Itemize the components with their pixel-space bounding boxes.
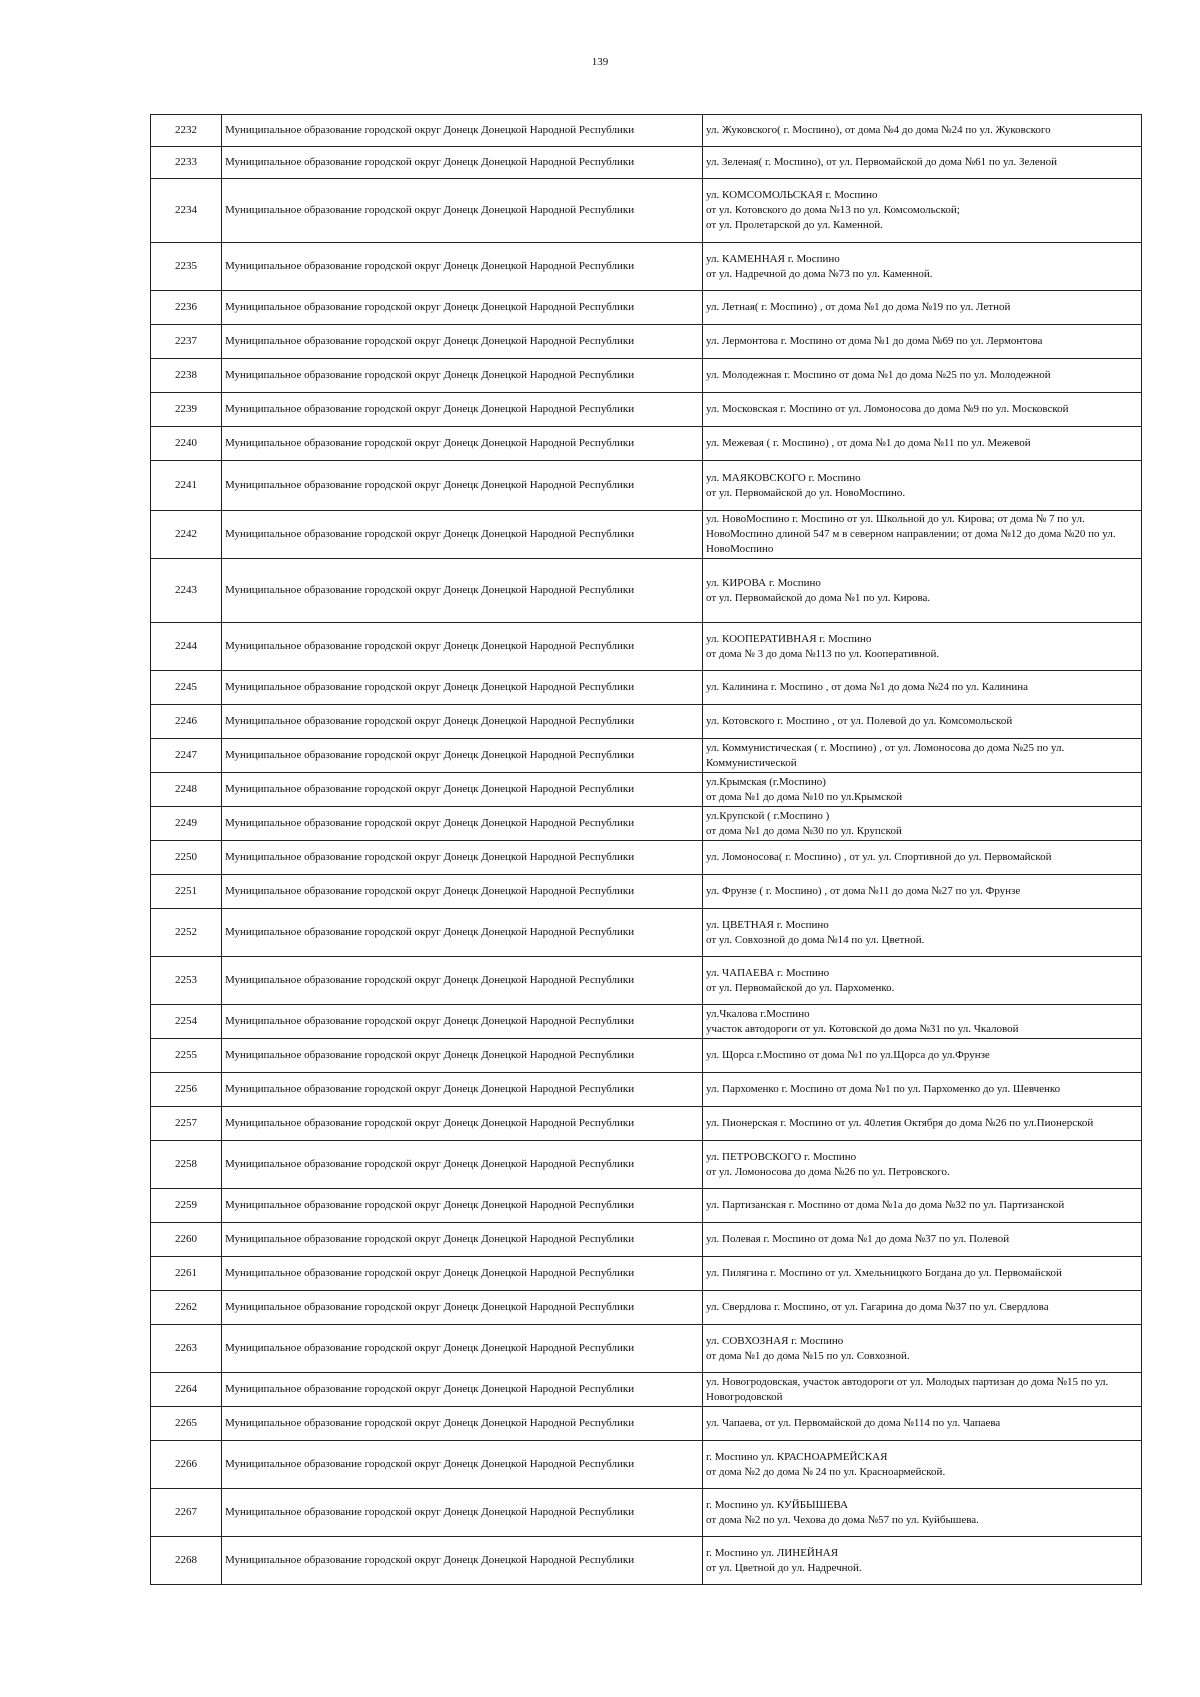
table-row (151, 841, 1142, 875)
row-number: 2261 (151, 1257, 222, 1291)
address-cell: г. Моспино ул. ЛИНЕЙНАЯ от ул. Цветной до ул. Надречной. (703, 1537, 1142, 1585)
address-cell: ул. Лермонтова г. Моспино от дома №1 до дома №69 по ул. Лермонтова (703, 325, 1142, 359)
address-cell: ул. Котовского г. Моспино , от ул. Полевой до ул. Комсомольской (703, 705, 1142, 739)
row-number: 2248 (151, 773, 222, 807)
address-cell: ул. Пилягина г. Моспино от ул. Хмельницкого Богдана до ул. Первомайской (703, 1257, 1142, 1291)
municipality-cell: Муниципальное образование городской округ Донецк Донецкой Народной Республики (222, 1189, 703, 1223)
address-cell: ул. КАМЕННАЯ г. Моспино от ул. Надречной до дома №73 по ул. Каменной. (703, 243, 1142, 291)
municipality-cell: Муниципальное образование городской округ Донецк Донецкой Народной Республики (222, 1325, 703, 1373)
table-row (151, 807, 1142, 841)
municipality-cell: Муниципальное образование городской округ Донецк Донецкой Народной Республики (222, 841, 703, 875)
municipality-cell: Муниципальное образование городской округ Донецк Донецкой Народной Республики (222, 773, 703, 807)
row-number: 2246 (151, 705, 222, 739)
row-number: 2249 (151, 807, 222, 841)
address-cell: ул. ПЕТРОВСКОГО г. Моспино от ул. Ломоносова до дома №26 по ул. Петровского. (703, 1141, 1142, 1189)
address-cell: ул. ЦВЕТНАЯ г. Моспино от ул. Совхозной до дома №14 по ул. Цветной. (703, 909, 1142, 957)
table-row (151, 875, 1142, 909)
address-cell: ул. Межевая ( г. Моспино) , от дома №1 до дома №11 по ул. Межевой (703, 427, 1142, 461)
table-row (151, 393, 1142, 427)
table-row (151, 1223, 1142, 1257)
row-number: 2238 (151, 359, 222, 393)
row-number: 2258 (151, 1141, 222, 1189)
table-row (151, 1005, 1142, 1039)
table-row (151, 427, 1142, 461)
row-number: 2247 (151, 739, 222, 773)
row-number: 2235 (151, 243, 222, 291)
row-number: 2260 (151, 1223, 222, 1257)
address-cell: ул. Щорса г.Моспино от дома №1 по ул.Щорса до ул.Фрунзе (703, 1039, 1142, 1073)
table-row (151, 325, 1142, 359)
municipality-cell: Муниципальное образование городской округ Донецк Донецкой Народной Республики (222, 559, 703, 623)
address-cell: ул. СОВХОЗНАЯ г. Моспино от дома №1 до дома №15 по ул. Совхозной. (703, 1325, 1142, 1373)
row-number: 2250 (151, 841, 222, 875)
page-number: 139 (591, 56, 609, 68)
table-row (151, 115, 1142, 147)
municipality-cell: Муниципальное образование городской округ Донецк Донецкой Народной Республики (222, 1489, 703, 1537)
municipality-cell: Муниципальное образование городской округ Донецк Донецкой Народной Республики (222, 1441, 703, 1489)
table-row (151, 739, 1142, 773)
row-number: 2267 (151, 1489, 222, 1537)
table-row (151, 671, 1142, 705)
address-cell: ул. Ломоносова( г. Моспино) , от ул. ул. Спортивной до ул. Первомайской (703, 841, 1142, 875)
row-number: 2242 (151, 511, 222, 559)
address-cell: ул. КИРОВА г. Моспино от ул. Первомайской до дома №1 по ул. Кирова. (703, 559, 1142, 623)
municipality-cell: Муниципальное образование городской округ Донецк Донецкой Народной Республики (222, 325, 703, 359)
table-row (151, 511, 1142, 559)
municipality-cell: Муниципальное образование городской округ Донецк Донецкой Народной Республики (222, 909, 703, 957)
table-row (151, 957, 1142, 1005)
row-number: 2233 (151, 147, 222, 179)
address-cell: ул. Новогродовская, участок автодороги от ул. Молодых партизан до дома №15 по ул. Новогродовской (703, 1373, 1142, 1407)
row-number: 2255 (151, 1039, 222, 1073)
municipality-cell: Муниципальное образование городской округ Донецк Донецкой Народной Республики (222, 1537, 703, 1585)
address-cell: ул. Фрунзе ( г. Моспино) , от дома №11 до дома №27 по ул. Фрунзе (703, 875, 1142, 909)
table-row (151, 705, 1142, 739)
municipality-cell: Муниципальное образование городской округ Донецк Донецкой Народной Республики (222, 179, 703, 243)
row-number: 2254 (151, 1005, 222, 1039)
address-cell: ул.Чкалова г.Моспино участок автодороги от ул. Котовской до дома №31 по ул. Чкаловой (703, 1005, 1142, 1039)
row-number: 2251 (151, 875, 222, 909)
address-cell: ул. Чапаева, от ул. Первомайской до дома №114 по ул. Чапаева (703, 1407, 1142, 1441)
municipality-cell: Муниципальное образование городской округ Донецк Донецкой Народной Республики (222, 1141, 703, 1189)
address-cell: ул. НовоМоспино г. Моспино от ул. Школьной до ул. Кирова; от дома № 7 по ул. НовоМоспино длиной 547 м в северном направлении; от дома №12 до дома №20 по ул. НовоМоспино (703, 511, 1142, 559)
table-row (151, 1039, 1142, 1073)
table-row (151, 1373, 1142, 1407)
address-cell: ул. ЧАПАЕВА г. Моспино от ул. Первомайской до ул. Пархоменко. (703, 957, 1142, 1005)
table-row (151, 179, 1142, 243)
address-cell: г. Моспино ул. КРАСНОАРМЕЙСКАЯ от дома №2 до дома № 24 по ул. Красноармейской. (703, 1441, 1142, 1489)
address-cell: ул. Калинина г. Моспино , от дома №1 до дома №24 по ул. Калинина (703, 671, 1142, 705)
row-number: 2266 (151, 1441, 222, 1489)
municipality-cell: Муниципальное образование городской округ Донецк Донецкой Народной Республики (222, 115, 703, 147)
address-cell: ул. Пионерская г. Моспино от ул. 40летия Октября до дома №26 по ул.Пионерской (703, 1107, 1142, 1141)
table-row (151, 1141, 1142, 1189)
table-row (151, 1325, 1142, 1373)
address-cell: ул. КООПЕРАТИВНАЯ г. Моспино от дома № 3 до дома №113 по ул. Кооперативной. (703, 623, 1142, 671)
municipality-cell: Муниципальное образование городской округ Донецк Донецкой Народной Республики (222, 427, 703, 461)
table-row (151, 909, 1142, 957)
table-row (151, 623, 1142, 671)
municipality-cell: Муниципальное образование городской округ Донецк Донецкой Народной Республики (222, 1039, 703, 1073)
row-number: 2259 (151, 1189, 222, 1223)
row-number: 2256 (151, 1073, 222, 1107)
address-cell: ул. Зеленая( г. Моспино), от ул. Первомайской до дома №61 по ул. Зеленой (703, 147, 1142, 179)
municipality-cell: Муниципальное образование городской округ Донецк Донецкой Народной Республики (222, 739, 703, 773)
table-row (151, 1537, 1142, 1585)
table-row (151, 1489, 1142, 1537)
row-number: 2244 (151, 623, 222, 671)
municipality-cell: Муниципальное образование городской округ Донецк Донецкой Народной Республики (222, 1107, 703, 1141)
address-cell: ул. Молодежная г. Моспино от дома №1 до дома №25 по ул. Молодежной (703, 359, 1142, 393)
municipality-cell: Муниципальное образование городской округ Донецк Донецкой Народной Республики (222, 1005, 703, 1039)
table-row (151, 359, 1142, 393)
municipality-cell: Муниципальное образование городской округ Донецк Донецкой Народной Республики (222, 291, 703, 325)
table-row (151, 1107, 1142, 1141)
row-number: 2252 (151, 909, 222, 957)
address-cell: ул. Коммунистическая ( г. Моспино) , от ул. Ломоносова до дома №25 по ул. Коммунистической (703, 739, 1142, 773)
table-row (151, 1407, 1142, 1441)
address-cell: ул. Жуковского( г. Моспино), от дома №4 до дома №24 по ул. Жуковского (703, 115, 1142, 147)
municipality-cell: Муниципальное образование городской округ Донецк Донецкой Народной Республики (222, 671, 703, 705)
municipality-cell: Муниципальное образование городской округ Донецк Донецкой Народной Республики (222, 1223, 703, 1257)
row-number: 2268 (151, 1537, 222, 1585)
row-number: 2265 (151, 1407, 222, 1441)
table-row (151, 461, 1142, 511)
table-row (151, 243, 1142, 291)
municipality-cell: Муниципальное образование городской округ Донецк Донецкой Народной Республики (222, 393, 703, 427)
municipality-cell: Муниципальное образование городской округ Донецк Донецкой Народной Республики (222, 957, 703, 1005)
table-row (151, 1257, 1142, 1291)
municipality-cell: Муниципальное образование городской округ Донецк Донецкой Народной Республики (222, 461, 703, 511)
address-cell: ул. Свердлова г. Моспино, от ул. Гагарина до дома №37 по ул. Свердлова (703, 1291, 1142, 1325)
row-number: 2232 (151, 115, 222, 147)
table-row (151, 1441, 1142, 1489)
municipality-cell: Муниципальное образование городской округ Донецк Донецкой Народной Республики (222, 1407, 703, 1441)
address-cell: ул.Крупской ( г.Моспино ) от дома №1 до дома №30 по ул. Крупской (703, 807, 1142, 841)
table-row (151, 773, 1142, 807)
row-number: 2241 (151, 461, 222, 511)
municipality-cell: Муниципальное образование городской округ Донецк Донецкой Народной Республики (222, 705, 703, 739)
municipality-cell: Муниципальное образование городской округ Донецк Донецкой Народной Республики (222, 243, 703, 291)
table-row (151, 147, 1142, 179)
row-number: 2262 (151, 1291, 222, 1325)
municipality-cell: Муниципальное образование городской округ Донецк Донецкой Народной Республики (222, 359, 703, 393)
row-number: 2243 (151, 559, 222, 623)
row-number: 2264 (151, 1373, 222, 1407)
row-number: 2240 (151, 427, 222, 461)
register-body (151, 115, 1142, 1585)
municipality-cell: Муниципальное образование городской округ Донецк Донецкой Народной Республики (222, 511, 703, 559)
row-number: 2239 (151, 393, 222, 427)
address-cell: ул. Полевая г. Моспино от дома №1 до дома №37 по ул. Полевой (703, 1223, 1142, 1257)
municipality-cell: Муниципальное образование городской округ Донецк Донецкой Народной Республики (222, 807, 703, 841)
address-cell: ул. Пархоменко г. Моспино от дома №1 по ул. Пархоменко до ул. Шевченко (703, 1073, 1142, 1107)
table-row (151, 559, 1142, 623)
municipality-cell: Муниципальное образование городской округ Донецк Донецкой Народной Республики (222, 623, 703, 671)
municipality-cell: Муниципальное образование городской округ Донецк Донецкой Народной Республики (222, 147, 703, 179)
address-cell: ул. Партизанская г. Моспино от дома №1а до дома №32 по ул. Партизанской (703, 1189, 1142, 1223)
address-cell: ул. КОМСОМОЛЬСКАЯ г. Моспино от ул. Котовского до дома №13 по ул. Комсомольской; от ул. Пролетарской до ул. Каменной. (703, 179, 1142, 243)
address-cell: ул.Крымская (г.Моспино) от дома №1 до дома №10 по ул.Крымской (703, 773, 1142, 807)
municipality-cell: Муниципальное образование городской округ Донецк Донецкой Народной Республики (222, 1257, 703, 1291)
address-cell: ул. МАЯКОВСКОГО г. Моспино от ул. Первомайской до ул. НовоМоспино. (703, 461, 1142, 511)
table-row (151, 1189, 1142, 1223)
address-cell: ул. Московская г. Моспино от ул. Ломоносова до дома №9 по ул. Московской (703, 393, 1142, 427)
municipality-cell: Муниципальное образование городской округ Донецк Донецкой Народной Республики (222, 875, 703, 909)
municipality-cell: Муниципальное образование городской округ Донецк Донецкой Народной Республики (222, 1291, 703, 1325)
row-number: 2237 (151, 325, 222, 359)
row-number: 2236 (151, 291, 222, 325)
row-number: 2245 (151, 671, 222, 705)
row-number: 2257 (151, 1107, 222, 1141)
table-row (151, 1073, 1142, 1107)
address-cell: г. Моспино ул. КУЙБЫШЕВА от дома №2 по ул. Чехова до дома №57 по ул. Куйбышева. (703, 1489, 1142, 1537)
table-row (151, 1291, 1142, 1325)
register-table (150, 114, 1142, 1585)
row-number: 2234 (151, 179, 222, 243)
address-cell: ул. Летная( г. Моспино) , от дома №1 до дома №19 по ул. Летной (703, 291, 1142, 325)
municipality-cell: Муниципальное образование городской округ Донецк Донецкой Народной Республики (222, 1073, 703, 1107)
row-number: 2253 (151, 957, 222, 1005)
table-row (151, 291, 1142, 325)
row-number: 2263 (151, 1325, 222, 1373)
municipality-cell: Муниципальное образование городской округ Донецк Донецкой Народной Республики (222, 1373, 703, 1407)
